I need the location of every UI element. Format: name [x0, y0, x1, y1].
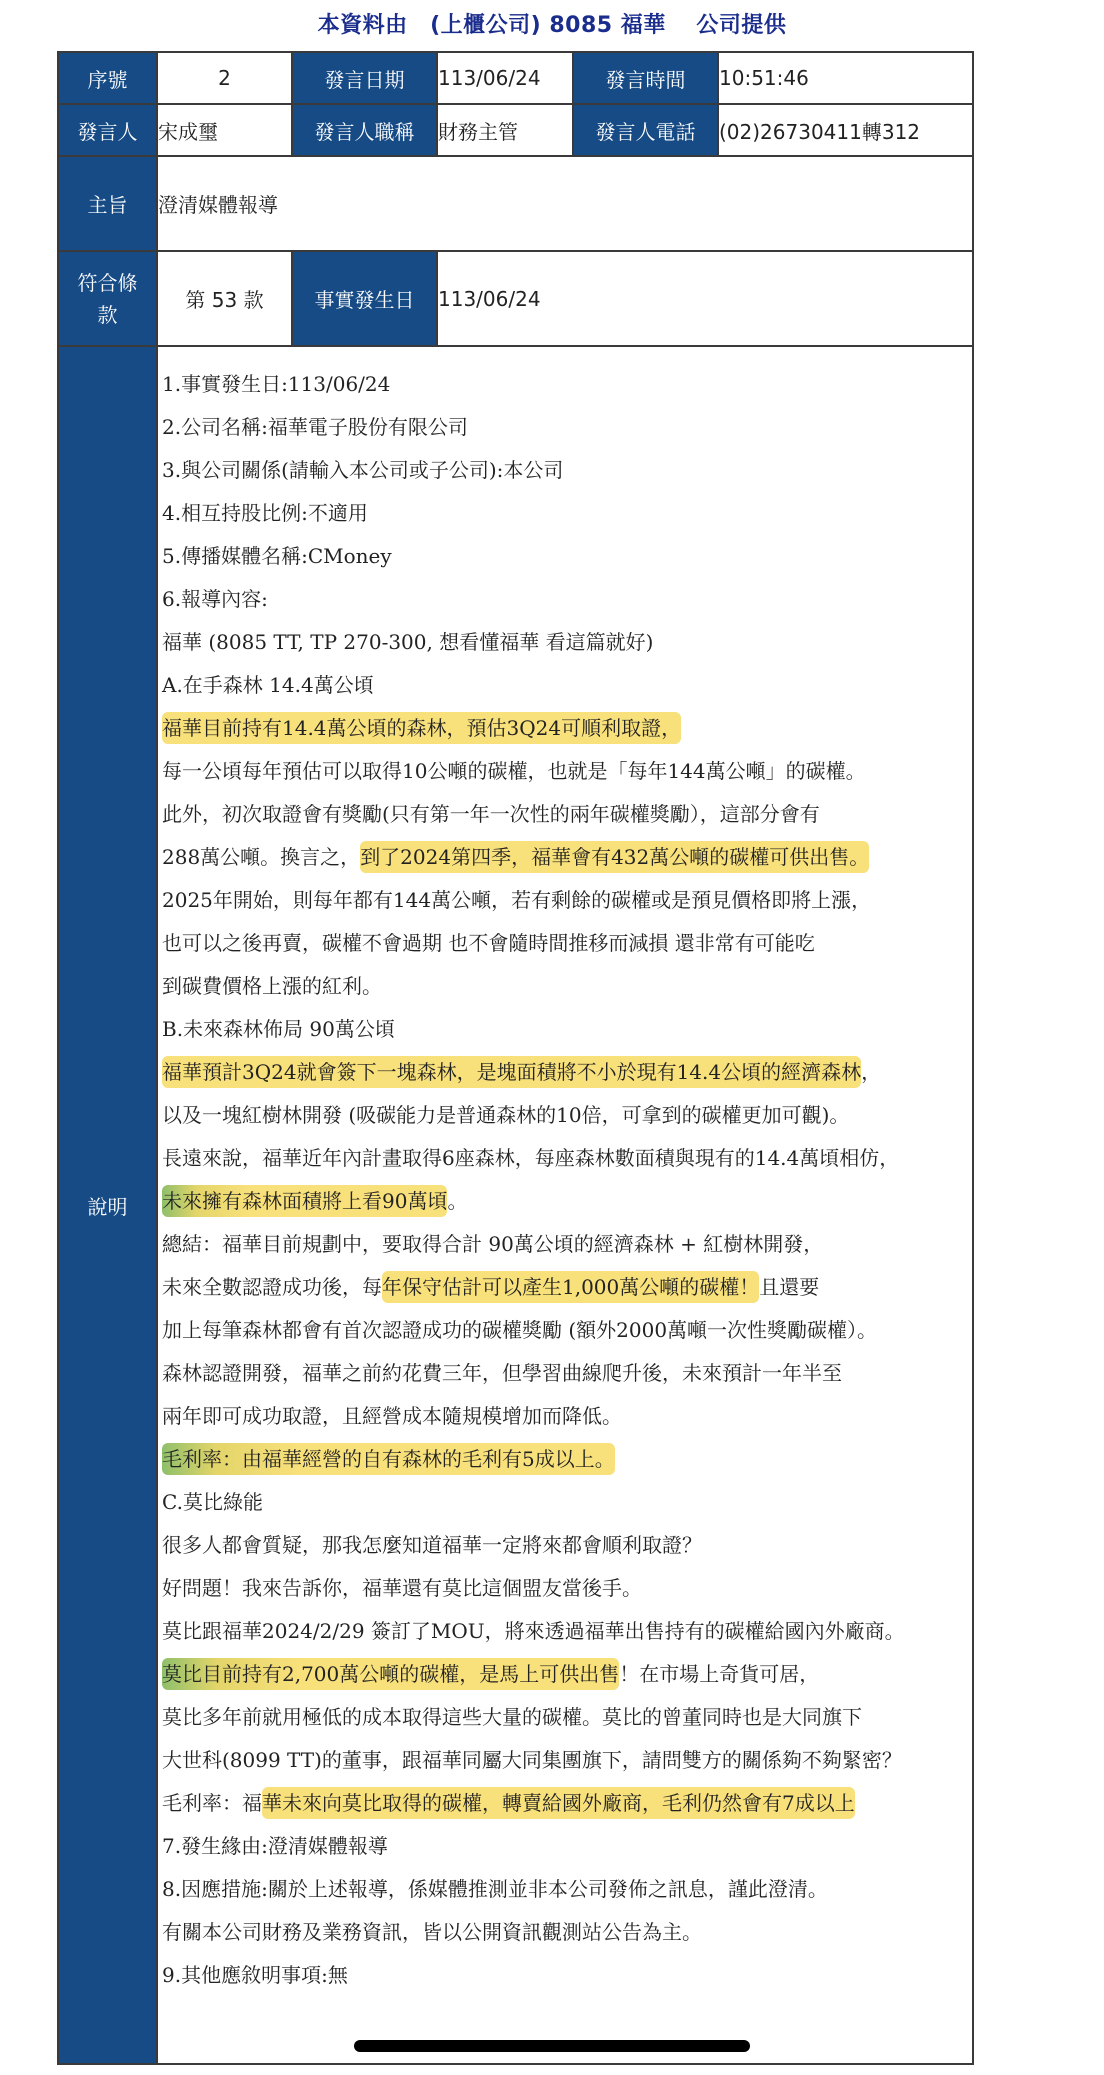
- description-line: [162, 1782, 972, 1825]
- line-text: C.莫比綠能: [162, 1490, 263, 1514]
- date-value: 113/06/24: [437, 52, 573, 104]
- line-text: 6.報導內容:: [162, 587, 268, 611]
- home-indicator[interactable]: [354, 2040, 750, 2052]
- description-line: [162, 1653, 972, 1696]
- description-line: [162, 1094, 972, 1137]
- line-text: 到碳費價格上漲的紅利。: [162, 974, 382, 998]
- line-text: 。: [447, 1189, 468, 1213]
- line-text: 每一公頃每年預估可以取得10公噸的碳權，也就是「每年144萬公噸」的碳權。: [162, 759, 866, 783]
- description-line: [162, 1180, 972, 1223]
- line-text: A.在手森林 14.4萬公頃: [162, 673, 374, 697]
- fact-date-value: 113/06/24: [437, 251, 973, 346]
- description-line: [162, 1610, 972, 1653]
- table-row: [58, 346, 973, 2064]
- description-line: [162, 879, 972, 922]
- line-text: 2.公司名稱:福華電子股份有限公司: [162, 415, 468, 439]
- table-row: [58, 104, 973, 156]
- speaker-label: 發言人: [58, 104, 157, 156]
- highlighted-text: 年保守估計可以產生1,000萬公噸的碳權！: [382, 1271, 759, 1303]
- time-label: 發言時間: [573, 52, 718, 104]
- description-line: [162, 965, 972, 1008]
- description-line: [162, 1223, 972, 1266]
- table-row: [58, 251, 973, 346]
- speaker-title-label: 發言人職稱: [292, 104, 437, 156]
- line-text: 好問題！我來告訴你，福華還有莫比這個盟友當後手。: [162, 1576, 642, 1600]
- announcement-table: [57, 51, 974, 2065]
- line-text: 總結：福華目前規劃中，要取得合計 90萬公頃的經濟森林 + 紅樹林開發，: [162, 1232, 824, 1256]
- line-text: 此外，初次取證會有獎勵(只有第一年一次性的兩年碳權獎勵），這部分會有: [162, 802, 820, 826]
- line-text: 很多人都會質疑，那我怎麼知道福華一定將來都會順利取證？: [162, 1533, 702, 1557]
- line-text: 2025年開始，則每年都有144萬公噸，若有剩餘的碳權或是預見價格即將上漲，: [162, 888, 872, 912]
- time-value: 10:51:46: [718, 52, 973, 104]
- phone-label: 發言人電話: [573, 104, 718, 156]
- line-text: 288萬公噸。換言之，: [162, 845, 361, 869]
- highlighted-text: 到了2024第四季，福華會有432萬公噸的碳權可供出售。: [360, 841, 869, 873]
- description-line: [162, 492, 972, 535]
- description-line: [162, 1868, 972, 1911]
- line-text: 4.相互持股比例:不適用: [162, 501, 368, 525]
- description-line: [162, 449, 972, 492]
- line-text: 5.傳播媒體名稱:CMoney: [162, 544, 392, 568]
- description-lines: [162, 363, 972, 1997]
- description-line: [162, 1309, 972, 1352]
- table-row: [58, 156, 973, 251]
- line-text: 1.事實發生日:113/06/24: [162, 372, 391, 396]
- highlighted-text: 華未來向莫比取得的碳權，轉賣給國外廠商，毛利仍然會有7成以上: [262, 1787, 855, 1819]
- line-text: 加上每筆森林都會有首次認證成功的碳權獎勵 (額外2000萬噸一次性獎勵碳權）。: [162, 1318, 878, 1342]
- subject-label: 主旨: [58, 156, 157, 251]
- line-text: 長遠來說，福華近年內計畫取得6座森林，每座森林數面積與現有的14.4萬頃相仿，: [162, 1146, 900, 1170]
- line-text: 7.發生緣由:澄清媒體報導: [162, 1834, 388, 1858]
- seq-label: 序號: [58, 52, 157, 104]
- fact-date-label: 事實發生日: [292, 251, 437, 346]
- description-line: [162, 1825, 972, 1868]
- description-line: [162, 1567, 972, 1610]
- highlighted-text: 毛利率：由福華經營的自有森林的毛利有5成以上。: [162, 1443, 615, 1475]
- description-line: [162, 707, 972, 750]
- clause-value: 第 53 款: [157, 251, 292, 346]
- highlighted-text: 莫比目前持有2,700萬公噸的碳權，是馬上可供出售: [162, 1658, 619, 1690]
- line-text: 兩年即可成功取證，且經營成本隨規模增加而降低。: [162, 1404, 622, 1428]
- description-line: [162, 1481, 972, 1524]
- page-header: 本資料由 (上櫃公司) 8085 福華 公司提供: [317, 13, 787, 38]
- description-line: [162, 1911, 972, 1954]
- line-text: ，: [861, 1060, 882, 1084]
- description-line: [162, 664, 972, 707]
- line-text: 毛利率：福: [162, 1791, 262, 1815]
- description-line: [162, 836, 972, 879]
- description-line: [162, 1008, 972, 1051]
- description-line: [162, 1739, 972, 1782]
- subject-value: 澄清媒體報導: [157, 156, 973, 251]
- date-label: 發言日期: [292, 52, 437, 104]
- description-line: [162, 406, 972, 449]
- line-text: B.未來森林佈局 90萬公頃: [162, 1017, 395, 1041]
- description-line: [162, 535, 972, 578]
- speaker-value: 宋成璽: [157, 104, 292, 156]
- description-line: [162, 1051, 972, 1094]
- line-text: 且還要: [759, 1275, 820, 1299]
- highlighted-text: 未來擁有森林面積將上看90萬頃: [162, 1185, 447, 1217]
- line-text: 也可以之後再賣，碳權不會過期 也不會隨時間推移而減損 還非常有可能吃: [162, 931, 815, 955]
- phone-value: (02)26730411轉312: [718, 104, 973, 156]
- description-line: [162, 1137, 972, 1180]
- description-line: [162, 1696, 972, 1739]
- description-line: [162, 578, 972, 621]
- line-text: ！在市場上奇貨可居，: [619, 1662, 820, 1686]
- clause-label: [58, 251, 157, 346]
- line-text: 森林認證開發，福華之前約花費三年，但學習曲線爬升後，未來預計一年半至: [162, 1361, 842, 1385]
- description-label: 說明: [58, 346, 157, 2064]
- description-line: [162, 1352, 972, 1395]
- description-line: [162, 793, 972, 836]
- line-text: 9.其他應敘明事項:無: [162, 1963, 348, 1987]
- highlighted-text: 福華目前持有14.4萬公頃的森林，預估3Q24可順利取證，: [162, 712, 681, 744]
- line-text: 以及一塊紅樹林開發 (吸碳能力是普通森林的10倍，可拿到的碳權更加可觀)。: [162, 1103, 850, 1127]
- description-line: [162, 922, 972, 965]
- line-text: 福華 (8085 TT, TP 270-300, 想看懂福華 看這篇就好): [162, 630, 654, 654]
- table-row: [58, 52, 973, 104]
- line-text: 莫比跟福華2024/2/29 簽訂了MOU，將來透過福華出售持有的碳權給國內外廠商。: [162, 1619, 905, 1643]
- description-line: [162, 1266, 972, 1309]
- line-text: 有關本公司財務及業務資訊，皆以公開資訊觀測站公告為主。: [162, 1920, 702, 1944]
- seq-value: 2: [157, 52, 292, 104]
- description-line: [162, 621, 972, 664]
- description-line: [162, 750, 972, 793]
- clause-label-line-2: 款: [97, 302, 118, 327]
- description-body: [157, 346, 973, 2064]
- line-text: 莫比多年前就用極低的成本取得這些大量的碳權。莫比的曾董同時也是大同旗下: [162, 1705, 862, 1729]
- clause-label-line-1: 符合條: [77, 270, 138, 295]
- description-line: [162, 1438, 972, 1481]
- line-text: 8.因應措施:關於上述報導，係媒體推測並非本公司發佈之訊息，謹此澄清。: [162, 1877, 828, 1901]
- description-line: [162, 1395, 972, 1438]
- speaker-title-value: 財務主管: [437, 104, 573, 156]
- line-text: 大世科(8099 TT)的董事，跟福華同屬大同集團旗下，請問雙方的關係夠不夠緊密？: [162, 1748, 902, 1772]
- line-text: 3.與公司關係(請輸入本公司或子公司):本公司: [162, 458, 564, 482]
- description-line: [162, 1524, 972, 1567]
- description-line: [162, 1954, 972, 1997]
- line-text: 未來全數認證成功後，每: [162, 1275, 382, 1299]
- highlighted-text: 福華預計3Q24就會簽下一塊森林，是塊面積將不小於現有14.4公頃的經濟森林: [162, 1056, 861, 1088]
- description-line: [162, 363, 972, 406]
